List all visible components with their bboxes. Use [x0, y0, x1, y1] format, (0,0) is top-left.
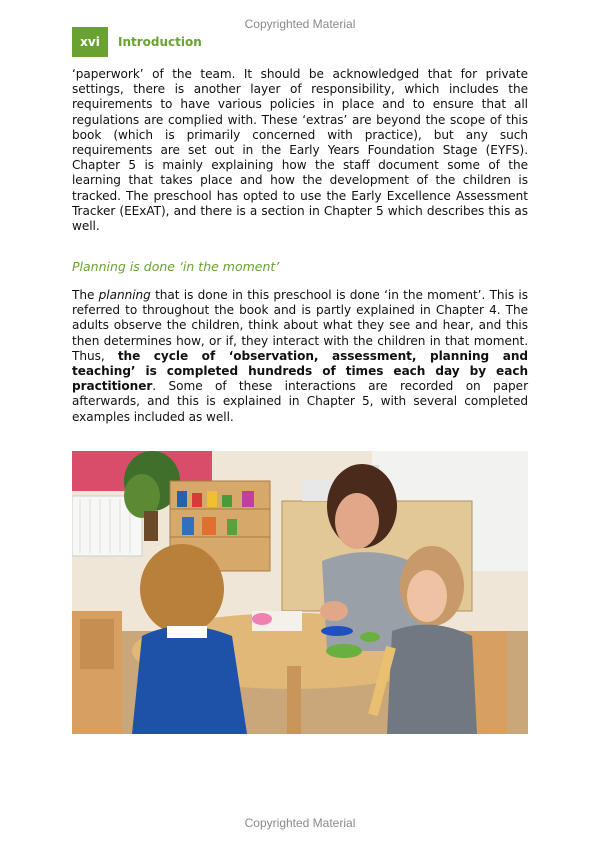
paragraph-2: [72, 288, 528, 425]
page-header: [72, 27, 202, 57]
paragraph-1: ‘paperwork’ of the team. It should be acknowledged that for private settings, there is another layer of responsibility, which includes the requirements to have various policies in place and to ensure that all regulations are complied with. These ‘extras’ are beyond the scope of this book (which is primarily concerned with practice), but any such requirements are set out in the Early Years Foundation Stage (EYFS). Chapter 5 is mainly explaining how the staff document some of the learning that takes place and how the development of the children is tracked. The preschool has opted to use the Early Excellence Assessment Tracker (EExAT), and there is a section in Chapter 5 which describes this as well.: [72, 67, 528, 234]
chapter-title: Introduction: [118, 35, 202, 49]
p2-text-start: The: [72, 288, 99, 302]
p2-italic-word: planning: [98, 288, 151, 302]
p2-text-middle: that is done in this preschool is done ‘in the moment’. This is referred to throughout the book and is partly explained in Chapter 4. The adults observe the children, think about what they see and hear, and this then determines how, or if, they interact with the children in that moment. Thus,: [72, 288, 528, 363]
watermark-top: Copyrighted Material: [244, 17, 356, 31]
page-number: xvi: [72, 27, 108, 57]
watermark-bottom: Copyrighted Material: [244, 816, 356, 830]
classroom-photo: [72, 451, 528, 734]
p2-bold-text: the cycle of ‘observation, assessment, planning and teaching’ is completed hundreds of times each day by each practitioner: [72, 348, 528, 394]
p2-text-end: . Some of these interactions are recorded on paper afterwards, and this is explained in Chapter 5, with several completed examples included as well.: [72, 379, 528, 424]
section-heading: Planning is done ‘in the moment’: [72, 259, 280, 274]
